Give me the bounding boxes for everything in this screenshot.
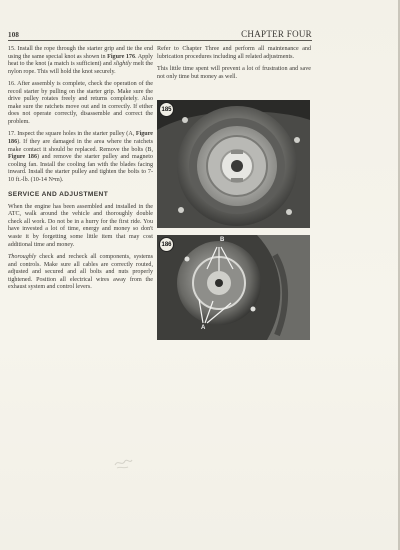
- figure-reference: Figure 186: [8, 131, 153, 146]
- paragraph-service-2: Thoroughly check and recheck all components, systems and controls. Make sure all cables are correctly routed, adjusted and secured and all bolts and nuts properly tightened. Position all electrical wires away from the exhaust system and control levers.: [8, 254, 153, 291]
- figure-reference: Figure 176: [107, 53, 135, 60]
- paragraph-step-16: 16. After assembly is complete, check the operation of the recoil starter by pulling on the starter grip. Make sure the drive pulley rotates freely and returns completely. Also make sure the ratchets move out and in correctly. If either does not operate correctly, disassemble and correct the problem.: [8, 81, 153, 125]
- figure-reference: Figure 186: [8, 154, 38, 161]
- figure-186-number: 186: [159, 237, 174, 252]
- paragraph-refer: Refer to Chapter Three and perform all maintenance and lubrication procedures including all related adjustments.: [157, 46, 311, 60]
- right-column: [157, 46, 311, 86]
- paragraph-step-15: 15. Install the rope through the starter grip and tie the end using the same special knot as shown in Figure 176. Apply heat to the knot (a match is sufficient) and slightly melt the nylon rope. This will hold the knot securely.: [8, 46, 154, 75]
- page-header: [8, 27, 312, 41]
- paragraph-step-17: 17. Inspect the square holes in the starter pulley (A, Figure 186). If they are damaged in the area where the ratchets make contact it should be replaced. Remove the bolts (B, Figure 186) and remove the starter pulley and magneto cooling fan. Install the cooling fan with the blades facing inward. Install the starter pulley and tighten the bolts to 7-10 ft.-lb. (10-14 N•m).: [8, 131, 153, 183]
- page-smudge: [112, 455, 134, 471]
- figure-185-photo: [157, 100, 310, 228]
- page-number: 108: [8, 31, 20, 39]
- section-heading: SERVICE AND ADJUSTMENT: [8, 191, 109, 199]
- chapter-title: CHAPTER FOUR: [241, 29, 312, 39]
- figure-186-photo: [157, 235, 310, 340]
- callout-label-b: B: [220, 237, 225, 243]
- figure-185-number: 185: [159, 102, 174, 117]
- left-column: [8, 46, 153, 297]
- paragraph-service-1: When the engine has been assembled and installed in the ATC, walk around the vehicle and thoroughly double check all work. Do not be in a hurry for the first ride. You have invested a lot of time, energy and money so don't waste it by forgetting some little item that may cost additional time and money.: [8, 203, 153, 248]
- paragraph-time: This little time spent will prevent a lot of frustration and save not only time but money as well.: [157, 66, 311, 80]
- recoil-starter-photo-image: [157, 100, 310, 228]
- callout-label-a: A: [201, 325, 206, 331]
- starter-pulley-photo-image: [157, 235, 310, 340]
